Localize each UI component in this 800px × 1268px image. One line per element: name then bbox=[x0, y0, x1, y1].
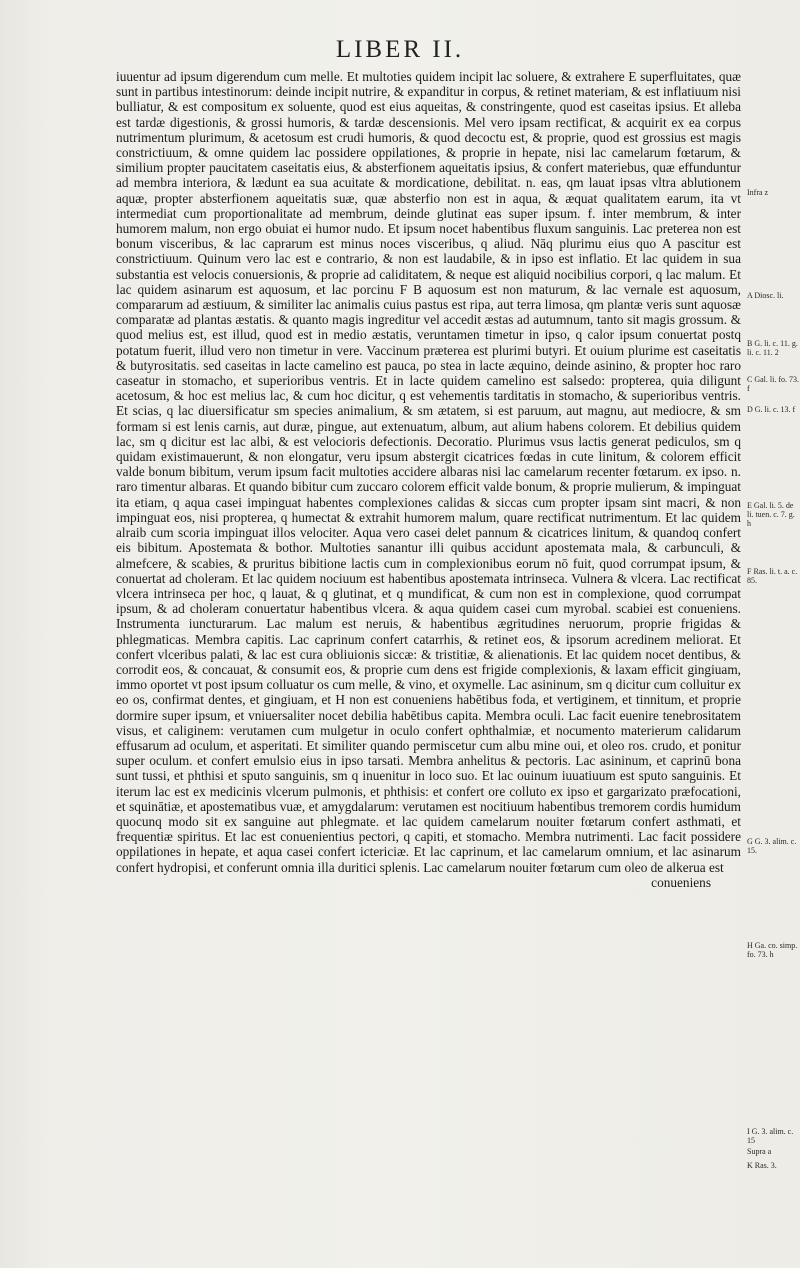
margin-note: G G. 3. alim. c. 15. bbox=[747, 837, 797, 855]
margin-note: K Ras. 3. bbox=[747, 1161, 777, 1170]
margin-note: E Gal. li. 5. de li. tuen. c. 7. g. h bbox=[747, 501, 795, 528]
margin-note: Infra z bbox=[747, 188, 769, 197]
margin-note: H Ga. co. simp. fo. 73. h bbox=[747, 941, 798, 959]
margin-note: B G. li. c. 11. g. li. c. 11. 2 bbox=[747, 339, 798, 357]
margin-note: Supra a bbox=[747, 1147, 772, 1156]
margin-note: F Ras. li. t. a. c. 85. bbox=[747, 567, 798, 585]
body-text bbox=[116, 69, 741, 890]
main-paragraph: iuuentur ad ipsum digerendum cum melle. Et multoties quidem incipit lac soluere, & extrahere E superfluitates, quæ sunt in partibus intestinorum: deinde incipit nutrire, & expanditur in corpus, & retinet materiam, & est inflatiuum nisi bulliatur, & est compositum ex soluente, quod est eius aqueitas, & constringente, quod est caseitas ipsius. Et alleba est tardæ digestionis, & grossi humoris, & tardæ descensionis. Mel vero ipsam rectificat, & acquirit ex ea corpus nutrimentum plurimum, & acetosum est crudi humoris, & quod decoctu est, & proprie, quod est grossius est magis constrictiuum, & omne quidem lac possidere oppilationes, & proprie in hepate, nisi lac camelarum fœtarum, & similium propter paucitatem caseitatis eius, & absterfionem aqueitatis ipsius, & confert materiebus, quæ effunduntur ad membra interiora, & lædunt ea sua acuitate & mordicatione, debilitat. n. eas, qm lauat ipsas vltra ablutionem aquæ, propter absterfionem aqueitatis suæ, quæ absterfio non est in aqua, & æquat qualitatem earum, ita vt intermediat cum proportionalitate ad membrum, deinde glutinat eas super ipsum. f. inter membrum, & inter humorem malum, non ergo obuiat ei humor nudo. Et ipsum nocet habentibus fluxum sanguinis. Lac preterea non est bonum visceribus, & lac caprarum est minus noces visceribus, q aliud. Nāq plurimu eius quo A pascitur est constrictiuum. Quinum vero lac est e contrario, & non est laudabile, & in ipso est inflatio. Et lac quidem in sua substantia est velocis conuersionis, & proprie ad caliditatem, & neque est aliquid nocibilius corpori, q lac malum. Et lac quidem asinarum est aquosum, et lac porcinu F B aquosum est non maturum, & lac vernale est aquosum, compararum ad æstiuum, & similiter lac animalis cuius pastus est ripa, aut terra limosa, qm plantæ veris sunt aquosæ comparatæ ad plantas æstatis. & quanto magis ingreditur vel accedit æstas ad autumnum, tanto sit magis grossum. & quod melius est, est illud, quod est in medio æstatis, veruntamen timetur in ipso, q calor ipsum conuertat postq potatum fuerit, illud vero non timetur in vere. Vaccinum præterea est plurimi butyri. Et ouium plurime est caseitatis & butyrositatis. sed caseitas in lacte camelino est pauca, po stea in lacte æquino, deinde asinino, & propter hoc raro caseatur in stomacho, et superioribus ventris. Et in lacte quidem camelino est salsedo: propterea, quia diligunt acetosum, & hoc est melius lac, & cum hoc dicitur, q est vehementis tarditatis in stomacho, & superioribus ventris. Et scias, q lac diuersificatur sm species animalium, & sm ætatem, si est paruum, aut magnu, aut mediocre, & sm formam si est lenis carnis, aut duræ, pingue, aut extenuatum, album, aut alium habens colorem. Et debilius quidem lac, sm q dicitur est lac albi, & est velocioris defectionis. Decoratio. Plurimus vsus lactis generat pediculos, sm q quidam existimauerunt, & non elongatur, veru ipsum abstergit cicatrices fœdas in cute linitum, & colorem efficit valde bonum bibitum, verum ipsum facit multoties accidere albaras nisi lac camelarum recenter fœtarum. ex ipso. n. raro timentur albaras. Et quando bibitur cum zuccaro colorem efficit valde bonum, & proprie mulierum, & impinguat ita etiam, q aqua casei impinguat habentes complexiones calidas & siccas cum propter ipsam sint macri, & non impinguat eos, nisi propterea, q humectat & extrahit humorem malum, quare rectificat nutrimentum. Et lac quidem alraib cum scoria impinguat illos velociter. Aqua vero casei delet pannum & cicatrices linitum, & quandoq confert eis bibitum. Apostemata & bothor. Multoties sanantur illi quibus accidunt apostemata mala, & carbunculi, & almefcere, & scabies, & pruritus bibitione lactis cum in complexionibus eorum nō fuit, quod corrumpat ipsum, & conuertat ad choleram. Et lac quidem nociuum est habentibus apostemata intrinseca. Vulnera & vlcera. Lac rectificat vlcera intrinseca per hoc, q lauat, & q glutinat, et q mundificat, & cum non est in complexione, quod corrumpat ipsum, & ad choleram conuertatur habentibus vlcera. & aqua quidem casei cum myrobal. scabiei est conueniens. Instrumenta iuncturarum. Lac malum est neruis, & habentibus ægritudines neruorum, proprie frigidas & phlegmaticas. Membra capitis. Lac caprinum confert catarrhis, & retinet eos, & ipsorum acredinem meliorat. Et confert vlceribus palati, & lac est cura obliuionis siccæ: & tristitiæ, & alienationis. Et lac quidem nocet dentibus, & corrodit eos, & concauat, & consumit eos, & proprie cum dens est frigide complexionis, & laxam efficit gingiuam, immo oportet vt post ipsum colluatur os cum melle, & vino, et oxymelle. Lac asininum, sm q dicitur cum colluitur ex eo os, confirmat dentes, et gingiuam, et H non est conueniens habētibus foda, et vertiginem, et tinnitum, et proprie dormire super ipsum, et vniuersaliter nocet debilia habētibus capita. Membra oculi. Lac facit euenire tenebrositatem visus, et caliginem: verutamen cum mulgetur in oculo confert ophthalmiæ, et nocumento materierum calidarum effusarum ad oculum, et asperitati. Et similiter quando permiscetur cum albu mine oui, et oleo ros. crudo, et ponitur super oculum. et confert emulsio eius in ipso tarsati. Membra anhelitus & pectoris. Lac asininum, et caprinū bona sunt tussi, et phthisi et sputo sanguinis, sm q inuenitur in loco suo. Et lac ouinum iuuatiuum est sputo sanguinis. Et iterum lac est ex medicinis vlcerum pulmonis, et phthisis: et confert ore colluto ex ipso et gargarizato præfocationi, et squinātiæ, et apostematibus vuæ, et amygdalarum: verutamen est nocitiuum habentibus tremorem cordis humidum quocunq modo sit ex sanguine aut phlegmate. et lac quidem camelarum nouiter fœtarum confert asthmati, et frequentiæ spiritus. Et lac est conuenientius pectori, q capiti, et stomacho. Membra nutrimenti. Lac facit possidere oppilationes in hepate, et aqua casei confert ictericiæ. Et lac caprinum, et lac camelarum omnium, et lac asinarum confert hydropisi, et conferunt omnia illa duritici splenis. Lac camelarum nouiter fœtarum cum oleo de alkerua est bbox=[116, 69, 741, 875]
page-header: LIBER II. bbox=[335, 36, 465, 63]
margin-note: D G. li. c. 13. f bbox=[747, 405, 796, 414]
margin-note: I G. 3. alim. c. 15 bbox=[747, 1127, 794, 1145]
catchword: conueniens bbox=[651, 874, 711, 890]
margin-note: A Diosc. li. bbox=[747, 291, 784, 300]
margin-note: C Gal. li. fo. 73. f bbox=[747, 375, 799, 393]
